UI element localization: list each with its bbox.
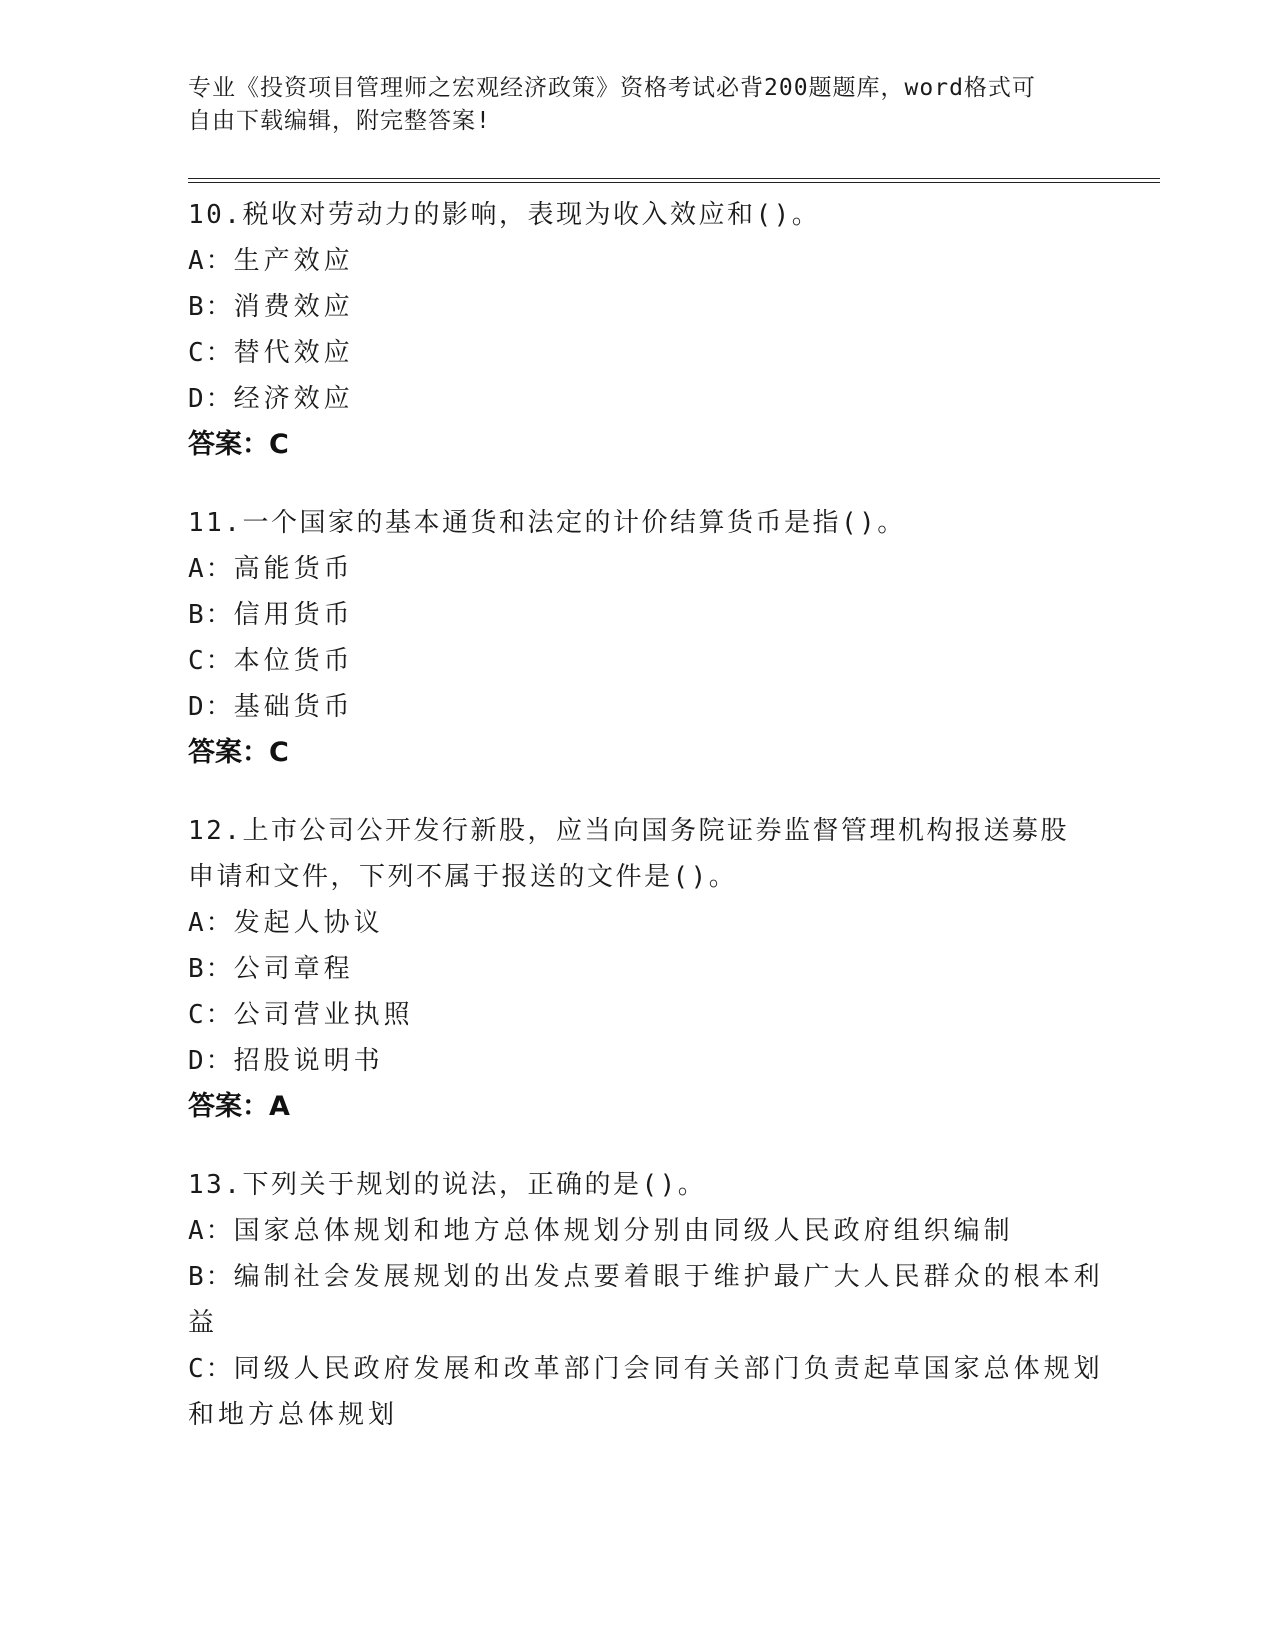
option-text: 消费效应 [233, 292, 354, 322]
question-stem: 10.税收对劳动力的影响，表现为收入效应和()。 [188, 200, 821, 230]
question-stem: 申请和文件，下列不属于报送的文件是()。 [188, 862, 738, 892]
option-line [188, 992, 1088, 1038]
option-text: 和地方总体规划 [188, 1400, 399, 1430]
option-text: 益 [188, 1308, 219, 1338]
option-letter: A： [188, 554, 234, 584]
question-stem: 13.下列关于规划的说法，正确的是()。 [188, 1170, 707, 1200]
header-divider [188, 178, 1160, 183]
option-text: 公司章程 [233, 954, 354, 984]
question-block [188, 500, 1088, 776]
option-letter: D： [188, 1046, 234, 1076]
answer-label: 答案：C [188, 429, 289, 460]
option-line [188, 900, 1088, 946]
option-letter: C： [188, 1354, 234, 1384]
option-letter: C： [188, 338, 234, 368]
question-stem: 12.上市公司公开发行新股，应当向国务院证券监督管理机构报送募股 [188, 816, 1069, 846]
option-letter: D： [188, 692, 234, 722]
header-line-1: 专业《投资项目管理师之宏观经济政策》资格考试必背200题题库，word格式可 [188, 75, 1036, 101]
option-line [188, 546, 1088, 592]
option-line [188, 946, 1088, 992]
header-line-2: 自由下载编辑，附完整答案! [188, 108, 491, 134]
option-text: 公司营业执照 [233, 1000, 414, 1030]
option-text: 本位货币 [233, 646, 354, 676]
option-line [188, 1346, 1104, 1392]
option-letter: B： [188, 1262, 234, 1292]
option-text: 国家总体规划和地方总体规划分别由同级人民政府组织编制 [233, 1216, 1014, 1246]
option-line [188, 330, 1088, 376]
option-text: 基础货币 [233, 692, 354, 722]
option-line [188, 376, 1088, 422]
option-text: 生产效应 [233, 246, 354, 276]
question-block [188, 192, 1088, 468]
question-block [188, 1162, 1104, 1438]
option-text: 编制社会发展规划的出发点要着眼于维护最广大人民群众的根本利 [233, 1262, 1104, 1292]
option-text: 信用货币 [233, 600, 354, 630]
option-letter: A： [188, 246, 234, 276]
option-line [188, 1300, 1088, 1346]
option-line [188, 592, 1088, 638]
option-letter: D： [188, 384, 234, 414]
option-letter: A： [188, 908, 234, 938]
option-line [188, 1254, 1104, 1300]
option-text: 招股说明书 [233, 1046, 384, 1076]
option-line [188, 1038, 1088, 1084]
option-letter: A： [188, 1216, 234, 1246]
option-line [188, 684, 1088, 730]
question-list [188, 192, 1104, 1470]
option-letter: B： [188, 954, 234, 984]
answer-label: 答案：C [188, 737, 289, 768]
option-letter: C： [188, 1000, 234, 1030]
option-line [188, 638, 1088, 684]
document-header [188, 72, 1078, 138]
option-line [188, 284, 1088, 330]
option-text: 经济效应 [233, 384, 354, 414]
option-text: 高能货币 [233, 554, 354, 584]
option-line [188, 238, 1088, 284]
option-line [188, 1208, 1088, 1254]
option-letter: C： [188, 646, 234, 676]
question-block [188, 808, 1088, 1130]
option-letter: B： [188, 600, 234, 630]
option-line [188, 1392, 1088, 1438]
option-text: 同级人民政府发展和改革部门会同有关部门负责起草国家总体规划 [233, 1354, 1104, 1384]
option-text: 替代效应 [233, 338, 354, 368]
option-text: 发起人协议 [233, 908, 384, 938]
question-stem: 11.一个国家的基本通货和法定的计价结算货币是指()。 [188, 508, 906, 538]
answer-label: 答案：A [188, 1091, 290, 1122]
option-letter: B： [188, 292, 234, 322]
